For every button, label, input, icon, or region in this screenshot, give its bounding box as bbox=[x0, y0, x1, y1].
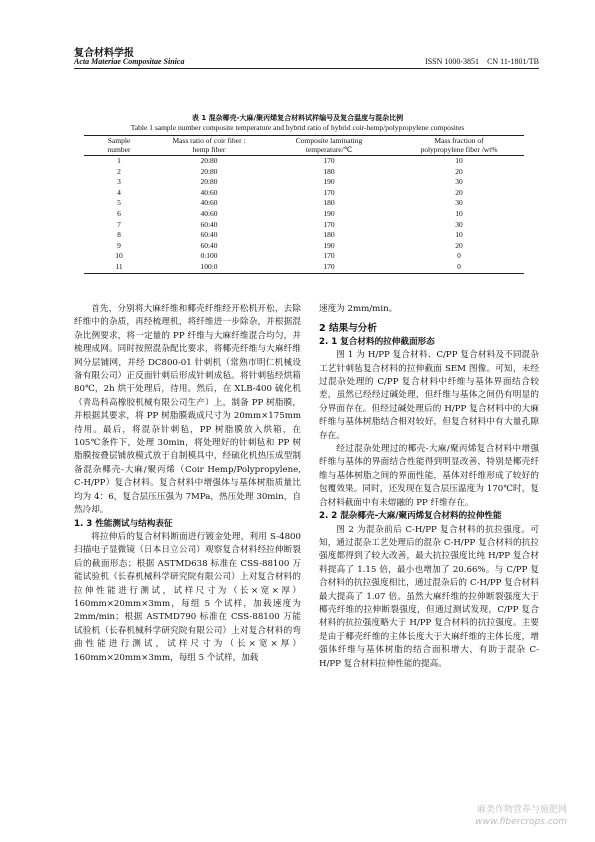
body-paragraph: 图 2 为混杂前后 C-H/PP 复合材料的抗拉强度。可知，通过混杂工艺处理后的混杂 C-H/PP 复合材料的抗拉强度都得到了较大改善，最大抗拉强度比纯 H/PP 复合材料提高了 1.15 倍，最小也增加了 20.66%。与 C/PP 复合材料的抗拉强度相比，通过混杂后的 C-H/PP 复合材料最大提高了 1.07 倍。虽然大麻纤维的拉伸断裂强度大于椰壳纤维的拉伸断裂强度，但通过测试发现，C/PP 复合材料的抗拉强度略大于 H/PP 复合材料的抗拉强度。主要是由于椰壳纤维的主体长度大于大麻纤维的主体长度，增强体纤维与基体树脂的结合面积增大，有助于混杂 C-H/PP 复合材料拉伸性能的提高。 bbox=[319, 524, 539, 669]
section-heading-2: 2 结果与分析 bbox=[319, 323, 377, 335]
col-header-line2: number bbox=[107, 144, 131, 154]
table-cell: 190 bbox=[323, 177, 335, 187]
journal-title-en: Acta Materiae Compositae Sinica bbox=[74, 57, 185, 66]
watermark-url: www.fibercrops.com bbox=[475, 817, 567, 827]
table-cell: 20 bbox=[455, 240, 463, 250]
table-cell: 40:60 bbox=[200, 198, 218, 208]
col-header-line1: Sample bbox=[107, 136, 131, 145]
table-cell: 4 bbox=[117, 187, 121, 197]
body-paragraph: 将拉伸后的复合材料断面进行镀金处理，利用 S-4800 扫描电子显微镜（日本日立公司）观察复合材料经拉伸断裂后的截面形态；根据 ASTMD638 标准在 CSS-88100 万能试验机（长春机械科学研究院有限公司）上对复合材料的拉伸性能进行测试，试样尺寸为（长×宽×厚）160mm×20mm×3mm，每组 5 个试样，加载速度为 2mm/min；根据 ASTMD790 标准在 CSS-88100 万能试验机（长春机械科学研究院有限公司）上对复合材料的弯曲性能进行测试，试样尺寸为（长×宽×厚）160mm×20mm×3mm，每组 5 个试样，加载 bbox=[74, 531, 301, 663]
header-rule bbox=[74, 68, 539, 69]
journal-title-cn: 复合材料学报 bbox=[74, 48, 134, 59]
table-cell: 3 bbox=[117, 177, 121, 187]
journal-issn-cn bbox=[425, 57, 539, 66]
table-cell: 0 bbox=[457, 251, 461, 261]
table-cell: 40:60 bbox=[200, 187, 218, 197]
col-header-line1: Mass fraction of bbox=[434, 136, 484, 145]
table-cell: 170 bbox=[323, 156, 335, 165]
col-header-pp-fraction bbox=[394, 136, 524, 156]
section-heading-2-1: 2. 1 复合材料的拉伸截面形态 bbox=[319, 336, 435, 347]
table-cell: 20 bbox=[455, 166, 463, 176]
table-cell: 20 bbox=[455, 187, 463, 197]
table-cell: 190 bbox=[323, 240, 335, 250]
table-row bbox=[84, 209, 524, 220]
table-cell: 100:0 bbox=[200, 261, 218, 271]
table-cell: 170 bbox=[323, 251, 335, 261]
table-cell: 60:40 bbox=[200, 240, 218, 250]
table-cell: 10 bbox=[115, 251, 123, 261]
table-cell: 60:40 bbox=[200, 230, 218, 240]
table-cell: 1 bbox=[117, 156, 121, 165]
table-cell: 30 bbox=[455, 177, 463, 187]
table-cell: 11 bbox=[115, 261, 123, 271]
col-header-line1: Composite laminating bbox=[295, 136, 363, 145]
watermark bbox=[475, 804, 567, 828]
table-cell: 10 bbox=[455, 230, 463, 240]
table-row bbox=[84, 220, 524, 231]
table-caption-en: Table 1 sample number composite temperature and hybrid ratio of hybrid coir-hemp/polypropylene composites bbox=[130, 123, 465, 132]
body-paragraph: 首先，分别将大麻纤维和椰壳纤维经开松机开松，去除纤维中的杂质，再经梳理机，将纤维进一步除杂，并根据混杂比例要求，将一定量的 PP 纤维与大麻纤维混合均匀，并梳理成网。同时按照混杂配比要求，将椰壳纤维与大麻纤维网分层铺网，并经 DC800-01 针刺机（常熟市明仁机械设备有限公司）正反面针刺后形成针刺成毡。将针刺毡经烘箱 80℃，2h 烘干处理后，待用。然后，在 XLB-400 硫化机（青岛科高橡胶机械有限公司生产）上，制备 PP 树脂膜，并根据其要求，将 PP 树脂膜裁成尺寸为 20mm×175mm 待用。最后，将混杂针刺毡，PP 树脂膜放入烘箱，在 105℃条件下，处理 30min，将处理好的针刺毡和 PP 树脂膜按叠层铺放模式放于自制模具中，经硫化机热压成型制备混杂椰壳-大麻/聚丙烯（Coir Hemp/Polypropylene, C-H/PP）复合材料。复合材料中增强体与基体树脂质量比均为 4：6，复合层压压强为 7MPa，热压处理 30min，自然冷却。 bbox=[74, 304, 301, 516]
table-row bbox=[84, 167, 524, 178]
table-row bbox=[84, 177, 524, 188]
table-row bbox=[84, 188, 524, 199]
table-cell: 180 bbox=[323, 166, 335, 176]
table-cell: 60:40 bbox=[200, 219, 218, 229]
table-row bbox=[84, 262, 524, 273]
table-cell: 0 bbox=[457, 261, 461, 271]
table-cell: 190 bbox=[323, 208, 335, 218]
table-cell: 8 bbox=[117, 230, 121, 240]
table-row bbox=[84, 251, 524, 262]
table-row bbox=[84, 230, 524, 241]
table-row bbox=[84, 156, 524, 167]
table-header-row bbox=[84, 136, 524, 156]
table-row bbox=[84, 198, 524, 209]
cn-number: CN 11-1801/TB bbox=[487, 57, 539, 66]
table-cell: 2 bbox=[117, 166, 121, 176]
col-header-sample bbox=[84, 136, 154, 156]
table-row bbox=[84, 241, 524, 252]
table-cell: 30 bbox=[455, 219, 463, 229]
watermark-site-name: 麻类作物营养与施肥网 bbox=[476, 805, 567, 815]
col-header-mass-ratio bbox=[154, 136, 264, 156]
table-cell: 10 bbox=[455, 208, 463, 218]
table-cell: 180 bbox=[323, 230, 335, 240]
col-header-line2: hemp fiber bbox=[192, 144, 226, 154]
section-heading-2-2: 2. 2 混杂椰壳-大麻/聚丙烯复合材料的拉伸性能 bbox=[319, 511, 502, 522]
table-cell: 170 bbox=[323, 219, 335, 229]
table-cell: 10 bbox=[455, 156, 463, 165]
table-body bbox=[84, 156, 524, 274]
right-column bbox=[319, 303, 539, 671]
col-header-temperature bbox=[264, 136, 394, 156]
body-paragraph: 经过混杂处理过的椰壳-大麻/聚丙烯复合材料中增强纤维与基体的界面结合性能得到明显改善，特别是椰壳纤维与基体树脂之间的界面性能，基体对纤维形成了较好的包覆效果。同时，还发现在复合层压温度为 170℃时，复合材料截面中有未熔融的 PP 纤维存在。 bbox=[319, 444, 539, 508]
table-caption-cn: 表 1 混杂椰壳-大麻/聚丙烯复合材料试样编号及复合温度与混杂比例 bbox=[191, 114, 404, 122]
table-cell: 30 bbox=[455, 198, 463, 208]
sample-table bbox=[84, 135, 524, 274]
table-cell: 9 bbox=[117, 240, 121, 250]
table-cell: 6 bbox=[117, 208, 121, 218]
col-header-line1: Mass ratio of coir fiber : bbox=[172, 136, 246, 145]
table-cell: 20:80 bbox=[200, 156, 218, 165]
table-cell: 40:60 bbox=[200, 208, 218, 218]
table-cell: 180 bbox=[323, 198, 335, 208]
table-cell: 7 bbox=[117, 219, 121, 229]
table-cell: 0:100 bbox=[200, 251, 218, 261]
body-paragraph: 图 1 为 H/PP 复合材料、C/PP 复合材料及不同混杂工艺针刺毡复合材料的拉伸截面 SEM 图像。可知，未经过混杂处理的 C/PP 复合材料中纤维与基体界面结合较差，虽然已经经过碱处理，但纤维与基体之间仍有明显的分界面存在。但经过碱处理后的 H/PP 复合材料中的大麻纤维与基体树脂结合相对较好，但复合材料中有大量孔隙存在。 bbox=[319, 350, 539, 441]
col-header-line2: temperature/℃ bbox=[305, 144, 353, 154]
table-cell: 5 bbox=[117, 198, 121, 208]
left-column bbox=[74, 303, 301, 665]
table-cell: 20:80 bbox=[200, 166, 218, 176]
table-cell: 170 bbox=[323, 187, 335, 197]
body-paragraph-continued: 速度为 2mm/min。 bbox=[319, 304, 398, 314]
section-heading-1-3: 1. 3 性能测试与结构表征 bbox=[74, 518, 173, 529]
issn-number: ISSN 1000-3851 bbox=[425, 57, 480, 66]
table-cell: 20:80 bbox=[200, 177, 218, 187]
table-cell: 170 bbox=[323, 261, 335, 271]
col-header-line2: polypropylene fiber /wt% bbox=[420, 144, 498, 154]
